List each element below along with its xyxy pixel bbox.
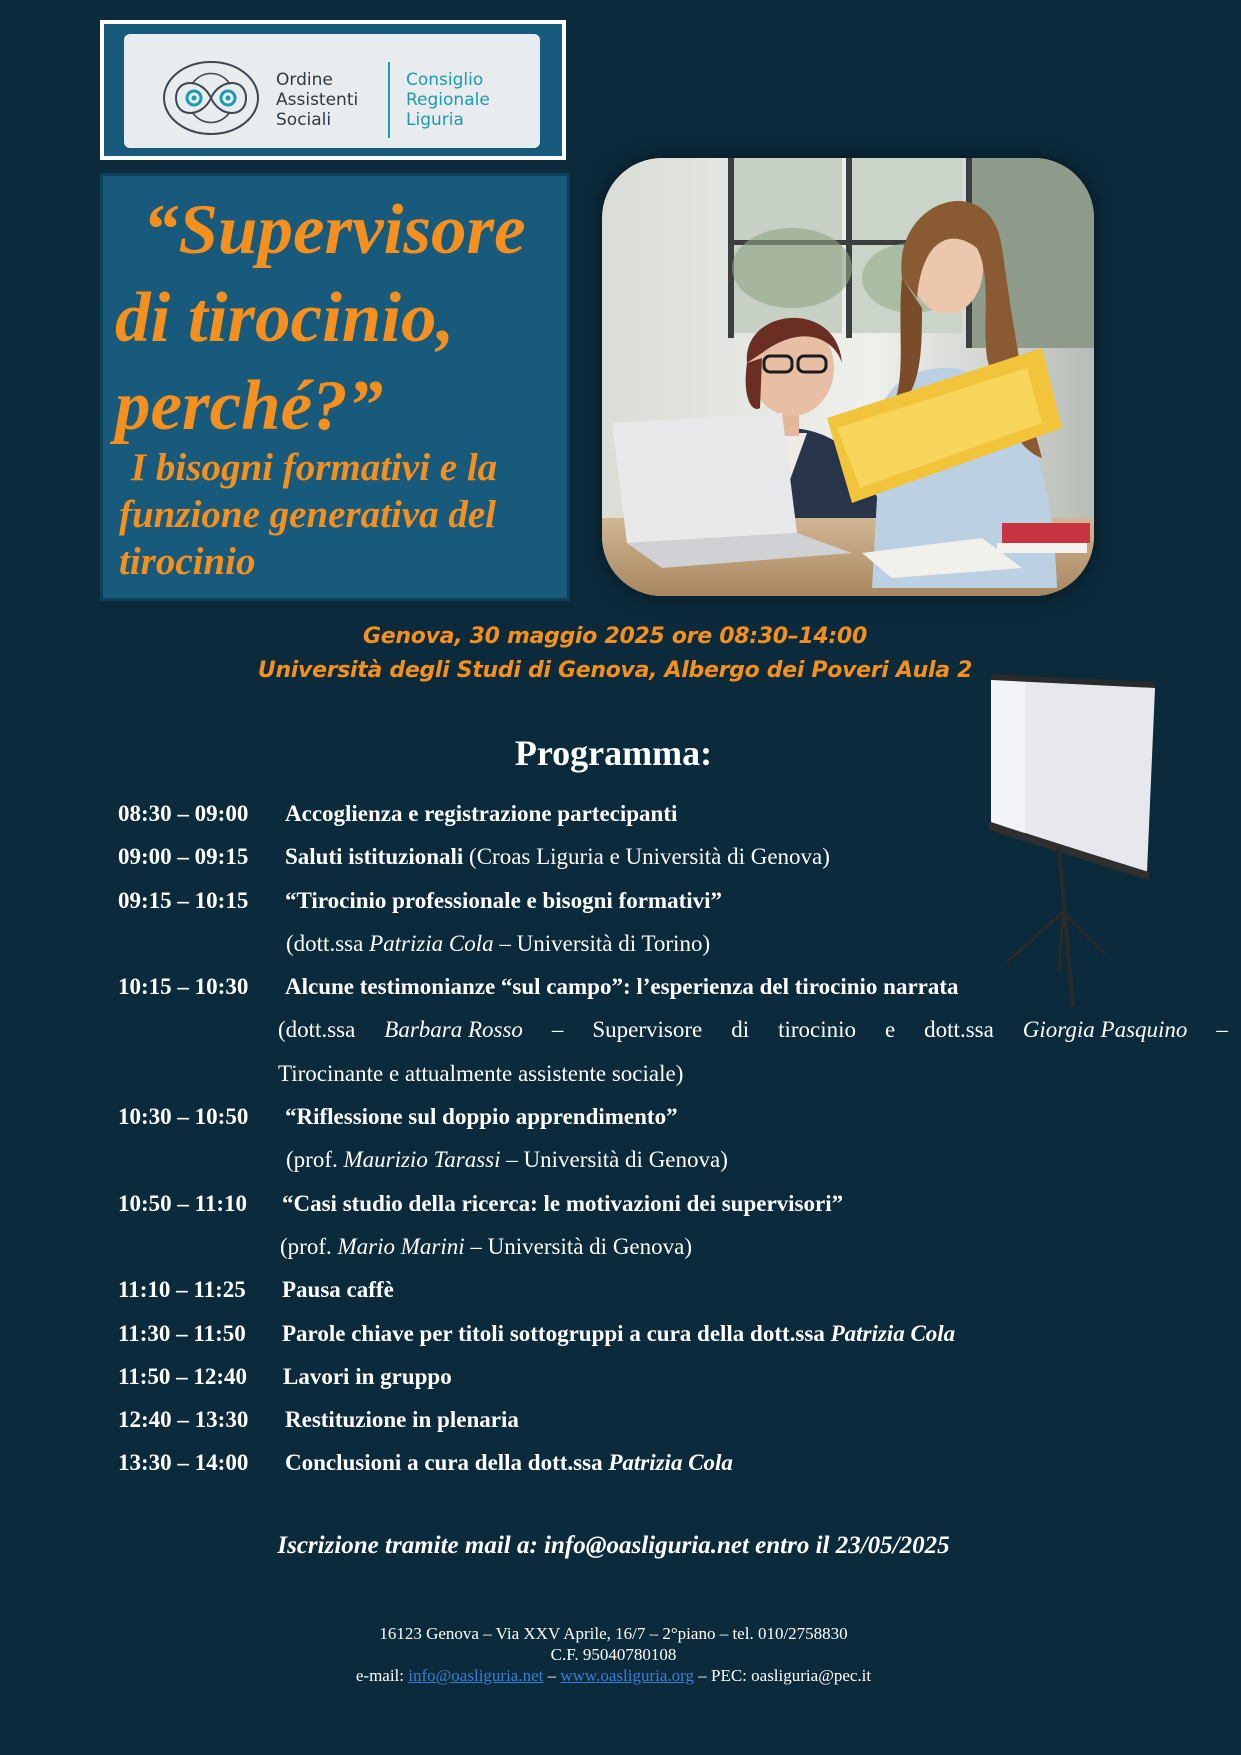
program-time: 09:00 – 09:15 — [118, 844, 249, 870]
logo-council-line: Regionale — [406, 90, 490, 110]
program-description — [282, 1312, 955, 1355]
footer-tax-code: C.F. 95040780108 — [550, 1645, 677, 1664]
program-title: “Tirocinio professionale e bisogni formativi” — [285, 887, 723, 913]
program-time: 09:15 – 10:15 — [118, 887, 249, 913]
footer-separator: – — [543, 1666, 561, 1685]
event-venue: Università degli Studi di Genova, Albergo dei Poveri Aula 2 — [257, 658, 973, 683]
speaker-text: – — [551, 1017, 564, 1043]
program-item — [118, 1182, 1118, 1225]
speaker-affiliation: – Università di Genova) — [500, 1147, 728, 1173]
program-item — [118, 879, 1118, 922]
logo-divider — [388, 62, 390, 138]
program-speaker-row — [118, 1138, 1118, 1181]
program-title: Lavori in gruppo — [283, 1363, 452, 1389]
speaker-text: di — [731, 1017, 750, 1043]
program-list — [118, 792, 1228, 1485]
program-speaker: Tirocinante e attualmente assistente sociale) — [278, 1060, 684, 1086]
program-title: Saluti istituzionali — [285, 844, 464, 870]
logo-org-line: Ordine — [276, 70, 333, 90]
title-line: “Supervisore — [143, 191, 526, 269]
program-time: 12:40 – 13:30 — [118, 1407, 249, 1433]
program-item — [118, 965, 1118, 1008]
logo — [124, 34, 540, 148]
program-item — [118, 1441, 1118, 1484]
program-time: 11:30 – 11:50 — [118, 1320, 246, 1346]
program-item — [118, 1398, 1118, 1441]
program-item — [118, 1095, 1118, 1138]
speaker-prefix: (dott.ssa — [286, 930, 370, 956]
speaker-text: dott.ssa — [924, 1017, 994, 1043]
speaker-name: Barbara Rosso — [384, 1017, 523, 1043]
speaker-prefix: (prof. — [286, 1147, 344, 1173]
program-title: “Riflessione sul doppio apprendimento” — [285, 1104, 678, 1130]
logo-council-line: Consiglio — [406, 70, 484, 90]
program-description — [285, 835, 830, 878]
program-item — [118, 792, 1118, 835]
logo-org-line: Sociali — [276, 110, 332, 130]
program-speaker-row — [118, 1052, 1118, 1095]
logo-org-name — [276, 70, 396, 130]
logo-council-name — [406, 70, 526, 130]
speaker-text: e — [884, 1017, 896, 1043]
event-date: Genova, 30 maggio 2025 ore 08:30–14:00 — [363, 624, 867, 649]
program-description — [285, 1441, 733, 1484]
speaker-text: tirocinio — [778, 1017, 857, 1043]
photo-two-women-reviewing-folder — [602, 158, 1094, 596]
program-title: Conclusioni a cura della dott.ssa — [285, 1450, 609, 1476]
program-speaker-row — [118, 1225, 1118, 1268]
program-speaker-row — [118, 1008, 1228, 1051]
program-title: Accoglienza e registrazione partecipanti — [285, 801, 678, 826]
program-speaker-row — [118, 922, 1118, 965]
registration-note: Iscrizione tramite mail a: info@oasliguria.net entro il 23/05/2025 — [277, 1532, 950, 1559]
footer-contacts — [0, 1665, 1227, 1686]
subtitle-line: tirocinio — [119, 540, 256, 583]
subtitle-line: I bisogni formativi e la — [131, 446, 498, 489]
speaker-text: – — [1216, 1017, 1228, 1043]
event-title — [115, 186, 565, 450]
speaker-text: (dott.ssa — [278, 1017, 356, 1043]
title-line: di tirocinio, — [115, 279, 455, 357]
program-note: (Croas Liguria e Università di Genova) — [463, 844, 830, 870]
program-item — [118, 1268, 1118, 1311]
title-panel — [100, 173, 570, 601]
program-time: 08:30 – 09:00 — [118, 801, 249, 826]
program-title: “Casi studio della ricerca: le motivazioni dei supervisori” — [282, 1190, 844, 1216]
program-item — [118, 1312, 1118, 1355]
program-speaker — [286, 922, 710, 965]
event-subtitle — [119, 444, 559, 585]
speaker-text: Supervisore — [592, 1017, 703, 1043]
program-time: 11:10 – 11:25 — [118, 1277, 246, 1303]
event-info — [100, 620, 1130, 688]
program-title: Restituzione in plenaria — [285, 1407, 519, 1433]
program-title: Alcune testimonianze “sul campo”: l’esperienza del tirocinio narrata — [285, 974, 959, 1000]
knot-emblem-icon — [162, 60, 260, 136]
program-time: 10:15 – 10:30 — [118, 974, 249, 1000]
program-speaker — [278, 1008, 1228, 1051]
logo-council-line: Liguria — [406, 110, 464, 130]
logo-org-line: Assistenti — [276, 90, 359, 110]
footer-email-label: e-mail: — [355, 1666, 409, 1685]
speaker-affiliation: – Università di Torino) — [493, 930, 711, 956]
program-speaker — [280, 1225, 692, 1268]
program-time: 11:50 – 12:40 — [118, 1363, 248, 1389]
speaker-name: Mario Marini — [337, 1233, 465, 1259]
speaker-name: Giorgia Pasquino — [1022, 1017, 1188, 1043]
footer-email-link[interactable]: info@oasliguria.net — [408, 1666, 544, 1685]
program-time: 10:30 – 10:50 — [118, 1104, 249, 1130]
program-item — [118, 835, 1118, 878]
program-time: 13:30 – 14:00 — [118, 1450, 249, 1476]
footer-website-link[interactable]: www.oasliguria.org — [560, 1666, 694, 1685]
program-heading: Programma: — [514, 733, 713, 773]
title-line: perché?” — [115, 367, 384, 445]
speaker-name: Patrizia Cola — [369, 930, 494, 956]
program-title: Pausa caffè — [282, 1277, 394, 1303]
speaker-name: Patrizia Cola — [830, 1320, 956, 1346]
footer-address: 16123 Genova – Via XXV Aprile, 16/7 – 2°piano – tel. 010/2758830 — [379, 1624, 848, 1643]
program-title: Parole chiave per titoli sottogruppi a cura della dott.ssa — [282, 1320, 831, 1346]
speaker-name: Patrizia Cola — [608, 1450, 733, 1476]
speaker-affiliation: – Università di Genova) — [464, 1233, 693, 1259]
speaker-prefix: (prof. — [280, 1233, 338, 1259]
program-time: 10:50 – 11:10 — [118, 1190, 248, 1216]
program-item — [118, 1355, 1118, 1398]
footer — [0, 1623, 1227, 1686]
footer-pec: – PEC: oasliguria@pec.it — [694, 1666, 872, 1685]
program-speaker — [286, 1138, 728, 1181]
logo-frame — [100, 20, 566, 160]
speaker-name: Maurizio Tarassi — [343, 1147, 501, 1173]
subtitle-line: funzione generativa del — [119, 493, 496, 536]
